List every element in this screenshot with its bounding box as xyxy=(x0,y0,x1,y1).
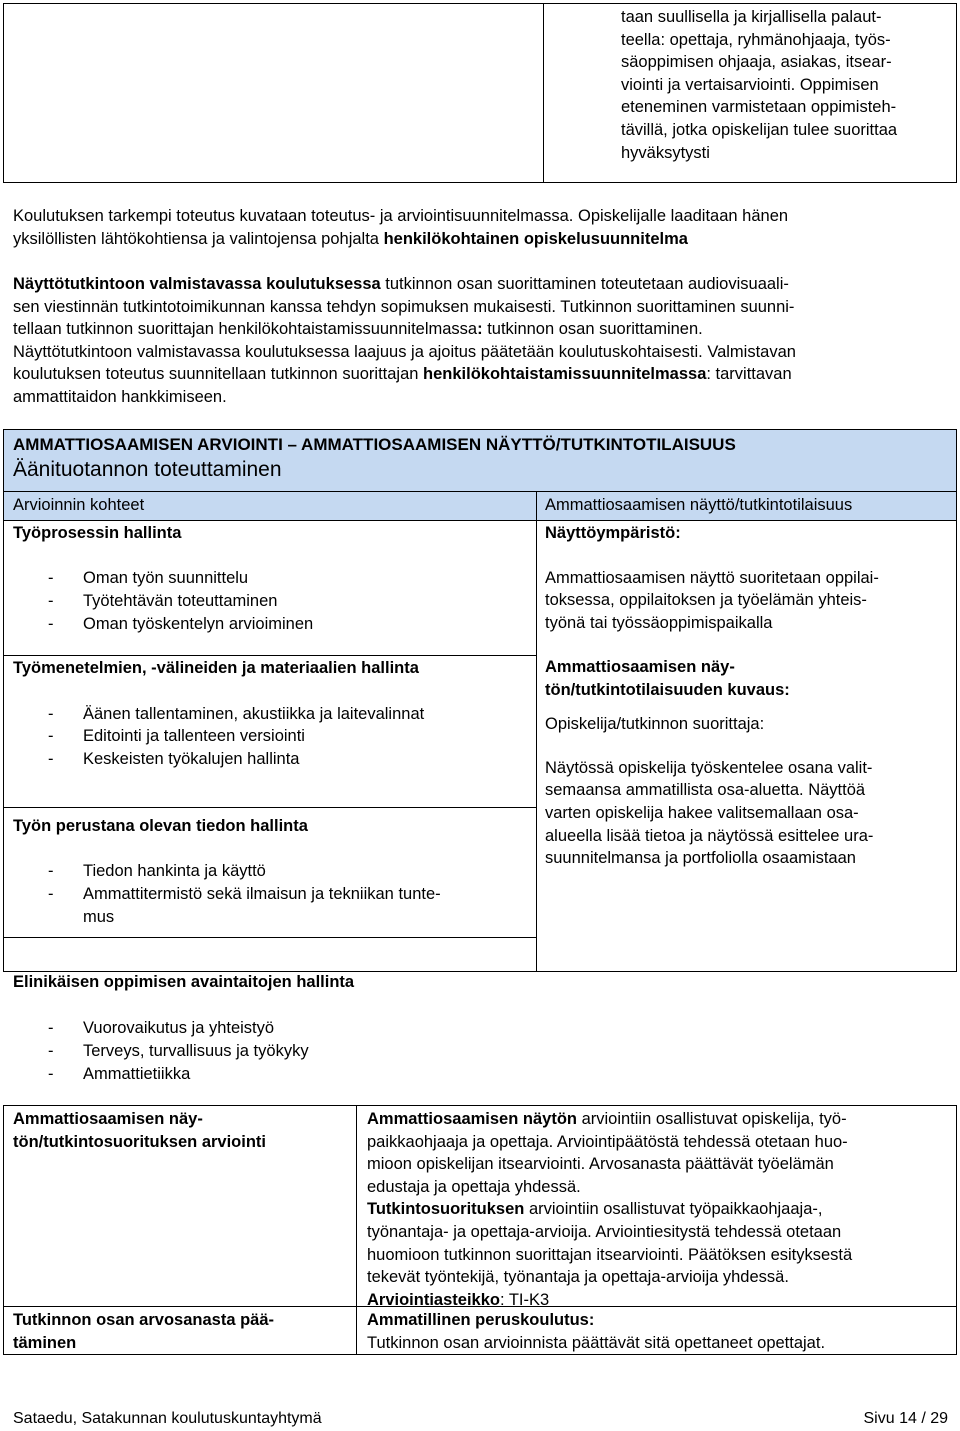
grade-label: Tutkinnon osan arvosanasta pää- täminen xyxy=(13,1311,275,1352)
top-table-right-cell xyxy=(621,6,946,164)
text-line: hyväksytysti xyxy=(621,143,710,162)
page-number: Sivu 14 / 29 xyxy=(863,1410,948,1427)
description-title: tön/tutkintotilaisuuden kuvaus: xyxy=(545,680,790,699)
dash-marker: - xyxy=(48,615,54,633)
list-item: Terveys, turvallisuus ja työkyky xyxy=(83,1042,309,1060)
list-item: Tiedon hankinta ja käyttö xyxy=(83,862,266,880)
dash-marker: - xyxy=(48,1019,54,1037)
table-rule xyxy=(4,937,536,938)
demonstration-column xyxy=(545,522,950,634)
table-border xyxy=(956,1105,957,1355)
list-item: Oman työn suunnittelu xyxy=(83,569,249,587)
table-border xyxy=(3,1105,4,1355)
text-line: taan suullisella ja kirjallisella palaut- xyxy=(621,8,882,26)
dash-marker: - xyxy=(48,727,54,745)
list-item: Ammattitermistö sekä ilmaisun ja tekniikan tunte- xyxy=(83,885,441,903)
list-item: Äänen tallentaminen, akustiikka ja laitevalinnat xyxy=(83,705,425,723)
footer-organization: Sataedu, Satakunnan koulutuskuntayhtymä xyxy=(13,1410,322,1427)
text-line: tellaan tutkinnon suorittajan henkilökohtaistamissuunnitelmassa: tutkinnon osan suorittaminen. xyxy=(13,320,703,339)
column-header-left: Arvioinnin kohteet xyxy=(13,496,145,514)
section-title: Työn perustana olevan tiedon hallinta xyxy=(13,817,308,835)
table-rule xyxy=(3,1105,957,1106)
table-rule xyxy=(4,655,536,656)
text-line: Näyttötutkintoon valmistavassa koulutuksessa tutkinnon osan suorittaminen toteutetaan audiovisuaali- xyxy=(13,275,789,293)
section-lifelong-learning xyxy=(0,971,536,1091)
text-line: yksilöllisten lähtökohtiensa ja valintojensa pohjalta henkilökohtainen opiskelusuunnitelma xyxy=(13,229,688,248)
section-title: Työprosessin hallinta xyxy=(13,524,182,542)
demonstration-description xyxy=(545,656,950,870)
page-footer xyxy=(13,1408,948,1431)
student-label: Opiskelija/tutkinnon suorittaja: xyxy=(545,715,765,734)
description-text: Näytössä opiskelija työskentelee osana valit- semaansa ammatillista osa-aluetta. Näyttöä varten opiskelija hakee valitsemallaan osa- alueella lisää tietoa ja näytössä esittelee ura- suunnitelmansa ja portfoliolla osaamistaan xyxy=(545,758,874,868)
environment-text: Ammattiosaamisen näyttö suoritetaan oppilai- toksessa, oppilaitoksen ja työelämän yhteis- työnä tai työssäoppimispaikalla xyxy=(545,568,879,632)
dash-marker: - xyxy=(48,885,54,903)
list-item: Vuorovaikutus ja yhteistyö xyxy=(83,1019,275,1037)
table-subtitle: Äänituotannon toteuttaminen xyxy=(13,458,282,481)
section-work-methods xyxy=(0,657,536,805)
list-item: mus xyxy=(83,908,115,926)
intro-paragraph xyxy=(13,205,948,250)
text-line: sen viestinnän tutkintotoimikunnan kanssa tehdyn sopimuksen mukaisesti. Tutkinnon suorittaminen suunni- xyxy=(13,297,795,316)
dash-marker: - xyxy=(48,592,54,610)
text-line: viointi ja vertaisarviointi. Oppimisen xyxy=(621,75,879,94)
dash-marker: - xyxy=(48,750,54,768)
text-line: koulutuksen toteutus suunnitellaan tutkinnon suorittajan henkilökohtaistamissuunnitelmassa: tarvittavan xyxy=(13,365,792,384)
section-title: Työmenetelmien, -välineiden ja materiaalien hallinta xyxy=(13,659,419,677)
dash-marker: - xyxy=(48,862,54,880)
assessment-text: Ammattiosaamisen näytön arviointiin osallistuvat opiskelija, työ- paikkaohjaaja ja opettaja. Arviointipäätöstä tehdessä otetaan huo- mioon opiskelijan itsearviointi. Arvosanasta päättävät työelämän edustaja ja opettaja yhdessä. Tutkintosuorituksen arviointiin osallistuvat työpaikkaohjaaja-, työnantaja- ja opettaja-arvioija. Arviointiesitystä tehdessä otetaan huomioon tutkinnon suorittajan itsearviointi. Päätöksen esityksestä tekevät työntekijä, työnantaja ja opettaja-arvioija yhdessä. Arviointiasteikko: TI-K3 xyxy=(367,1110,853,1309)
table-title: AMMATTIOSAAMISEN ARVIOINTI – AMMATTIOSAAMISEN NÄYTTÖ/TUTKINTOTILAISUUS xyxy=(13,435,736,454)
text-line: tävillä, jotka opiskelijan tulee suorittaa xyxy=(621,120,898,139)
dash-marker: - xyxy=(48,569,54,587)
preparatory-training-paragraph xyxy=(13,273,948,409)
section-title: Elinikäisen oppimisen avaintaitojen hallinta xyxy=(13,973,355,991)
dash-marker: - xyxy=(48,705,54,723)
dash-marker: - xyxy=(48,1065,54,1083)
table-column-divider xyxy=(356,1105,357,1355)
list-item: Työtehtävän toteuttaminen xyxy=(83,592,278,610)
text-line: säoppimisen ohjaaja, asiakas, itsear- xyxy=(621,53,892,72)
top-table-divider xyxy=(543,4,544,182)
grade-text: Ammatillinen peruskoulutus: Tutkinnon osan arvioinnista päättävät sitä opettaneet opettajat. xyxy=(367,1311,826,1352)
text-line: Koulutuksen tarkempi toteutus kuvataan toteutus- ja arviointisuunnitelmassa. Opiskelijalle laaditaan hänen xyxy=(13,207,789,225)
text-line: teella: opettaja, ryhmänohjaaja, työs- xyxy=(621,30,891,49)
table-column-divider xyxy=(536,492,537,971)
assessment-label: Ammattiosaamisen näy- tön/tutkintosuorituksen arviointi xyxy=(13,1110,267,1151)
table-rule xyxy=(4,807,536,808)
list-item: Ammattietiikka xyxy=(83,1065,191,1083)
column-header-right: Ammattiosaamisen näyttö/tutkintotilaisuus xyxy=(545,496,853,514)
list-item: Oman työskentelyn arvioiminen xyxy=(83,615,314,633)
text-line: Näyttötutkintoon valmistavassa koulutuksessa laajuus ja ajoitus päätetään koulutuskohtaisesti. Valmistavan xyxy=(13,342,796,361)
table-rule xyxy=(4,520,956,521)
dash-marker: - xyxy=(48,1042,54,1060)
list-item: Keskeisten työkalujen hallinta xyxy=(83,750,300,768)
text-line: ammattitaidon hankkimiseen. xyxy=(13,387,227,406)
table-rule xyxy=(4,491,956,492)
section-knowledge xyxy=(0,815,536,935)
description-title: Ammattiosaamisen näy- xyxy=(545,658,735,676)
list-item: Editointi ja tallenteen versiointi xyxy=(83,727,305,745)
section-work-process xyxy=(0,522,536,652)
environment-title: Näyttöympäristö: xyxy=(545,524,681,542)
text-line: eteneminen varmistetaan oppimisteh- xyxy=(621,98,897,117)
